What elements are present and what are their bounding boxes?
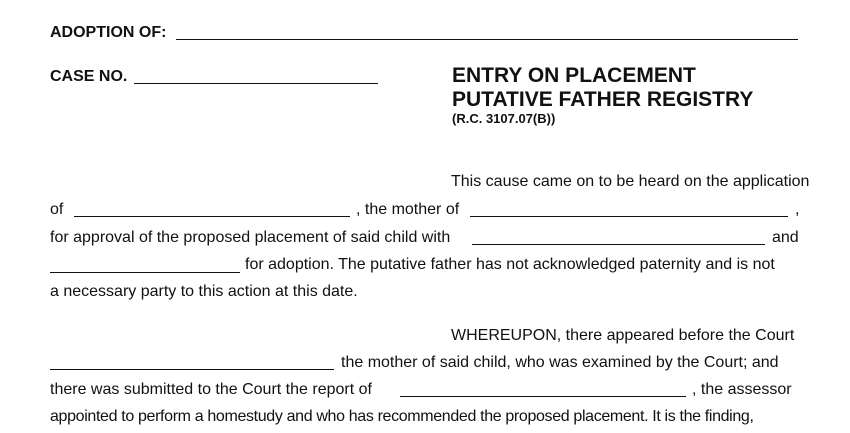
- paragraph1-intro: This cause came on to be heard on the application: [451, 173, 810, 190]
- paragraph2-appointed: appointed to perform a homestudy and who has recommended the proposed placement. It is the finding,: [50, 408, 754, 425]
- adoption-of-label: ADOPTION OF:: [50, 24, 167, 41]
- paragraph1-approval: for approval of the proposed placement of said child with: [50, 229, 451, 246]
- placement-party-field[interactable]: [472, 244, 765, 245]
- case-no-label: CASE NO.: [50, 68, 128, 85]
- second-party-field[interactable]: [50, 272, 240, 273]
- document-title-line1: ENTRY ON PLACEMENT: [452, 64, 696, 87]
- paragraph2-mother: the mother of said child, who was examined by the Court; and: [341, 354, 779, 371]
- paragraph2-assessor: , the assessor: [692, 381, 792, 398]
- paragraph1-of: of: [50, 201, 64, 218]
- child-name-field[interactable]: [470, 216, 788, 217]
- document-title-line2: PUTATIVE FATHER REGISTRY: [452, 88, 754, 111]
- paragraph1-necessary-party: a necessary party to this action at this date.: [50, 283, 358, 300]
- paragraph2-intro: WHEREUPON, there appeared before the Court: [451, 327, 795, 344]
- paragraph1-adoption: for adoption. The putative father has not acknowledged paternity and is not: [245, 256, 775, 273]
- applicant-name-field[interactable]: [74, 216, 350, 217]
- statute-reference: (R.C. 3107.07(B)): [452, 111, 556, 126]
- mother-appeared-field[interactable]: [50, 369, 334, 370]
- paragraph1-mother-of: , the mother of: [356, 201, 460, 218]
- case-no-field[interactable]: [134, 83, 378, 84]
- paragraph1-and: and: [772, 229, 799, 246]
- assessor-name-field[interactable]: [400, 396, 686, 397]
- adoption-of-field[interactable]: [176, 39, 798, 40]
- paragraph2-report: there was submitted to the Court the report of: [50, 381, 372, 398]
- paragraph1-comma: ,: [795, 201, 800, 218]
